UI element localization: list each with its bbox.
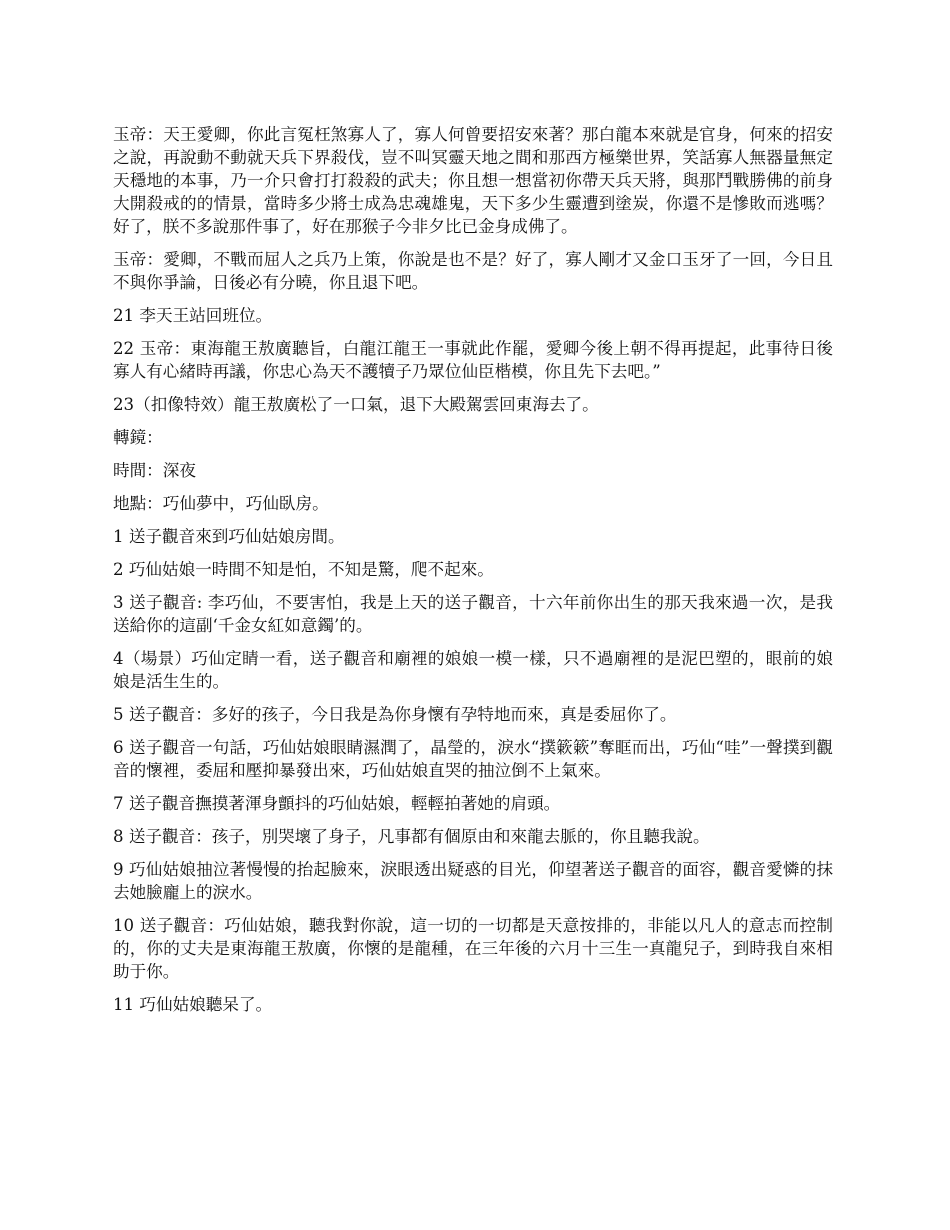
paragraph: 轉鏡： (113, 428, 163, 447)
paragraph: 21 李天王站回班位。 (113, 306, 273, 325)
paragraph: 8 送子觀音：孩子，別哭壞了身子，凡事都有個原由和來龍去脈的，你且聽我說。 (113, 827, 710, 846)
paragraph: 11 巧仙姑娘聽呆了。 (113, 995, 273, 1014)
paragraph: 地點：巧仙夢中，巧仙臥房。 (113, 494, 329, 513)
paragraph: 22 玉帝：東海龍王敖廣聽旨，白龍江龍王一事就此作罷，愛卿今後上朝不得再提起，此事待日後寡人有心緒時再議，你忠心為天不護犢子乃眾位仙臣楷模，你且先下去吧。” (113, 339, 833, 381)
paragraph: 2 巧仙姑娘一時間不知是怕，不知是驚，爬不起來。 (113, 560, 494, 579)
paragraph: 10 送子觀音：巧仙姑娘，聽我對你說，這一切的一切都是天意按排的，非能以凡人的意志而控制的，你的丈夫是東海龍王敖廣，你懷的是龍種，在三年後的六月十三生一真龍兒子，到時我自來相助于你。 (113, 916, 833, 981)
document-body (113, 123, 833, 1026)
paragraph: 玉帝：天王愛卿，你此言冤枉煞寡人了，寡人何曾要招安來著？那白龍本來就是官身，何來的招安之說，再說動不動就天兵下界殺伐，豈不叫冥靈天地之間和那西方極樂世界，笑話寡人無器量無定天穩地的本事，乃一介只會打打殺殺的武夫；你且想一想當初你帶天兵天將，與那鬥戰勝佛的前身大開殺戒的的情景，當時多少將士成為忠魂雄鬼，天下多少生靈遭到塗炭，你還不是慘敗而逃嗎？好了，朕不多說那件事了，好在那猴子今非夕比已金身成佛了。 (113, 125, 833, 236)
paragraph: 玉帝：愛卿，不戰而屈人之兵乃上策，你說是也不是？好了，寡人剛才又金口玉牙了一回，今日且不與你爭論，日後必有分曉，你且退下吧。 (113, 250, 833, 292)
paragraph: 23（扣像特效）龍王敖廣松了一口氣，退下大殿駕雲回東海去了。 (113, 395, 599, 414)
paragraph: 3 送子觀音: 李巧仙，不要害怕，我是上天的送子觀音，十六年前你出生的那天我來過一次，是我送給你的這副‘千金女紅如意鐲’的。 (113, 593, 833, 635)
paragraph: 4（場景）巧仙定睛一看，送子觀音和廟裡的娘娘一模一樣，只不過廟裡的是泥巴塑的，眼前的娘娘是活生生的。 (113, 649, 833, 691)
paragraph: 時間：深夜 (113, 461, 196, 480)
paragraph: 6 送子觀音一句話，巧仙姑娘眼睛濕潤了，晶瑩的，淚水“撲簌簌”奪眶而出，巧仙“哇”一聲撲到觀音的懷裡，委屈和壓抑暴發出來，巧仙姑娘直哭的抽泣倒不上氣來。 (113, 738, 833, 780)
paragraph: 9 巧仙姑娘抽泣著慢慢的抬起臉來，淚眼透出疑惑的目光，仰望著送子觀音的面容，觀音愛憐的抹去她臉龐上的淚水。 (113, 860, 833, 902)
paragraph: 1 送子觀音來到巧仙姑娘房間。 (113, 527, 345, 546)
paragraph: 7 送子觀音撫摸著渾身顫抖的巧仙姑娘，輕輕拍著她的肩頭。 (113, 794, 561, 813)
paragraph: 5 送子觀音：多好的孩子，今日我是為你身懷有孕特地而來，真是委屈你了。 (113, 705, 677, 724)
